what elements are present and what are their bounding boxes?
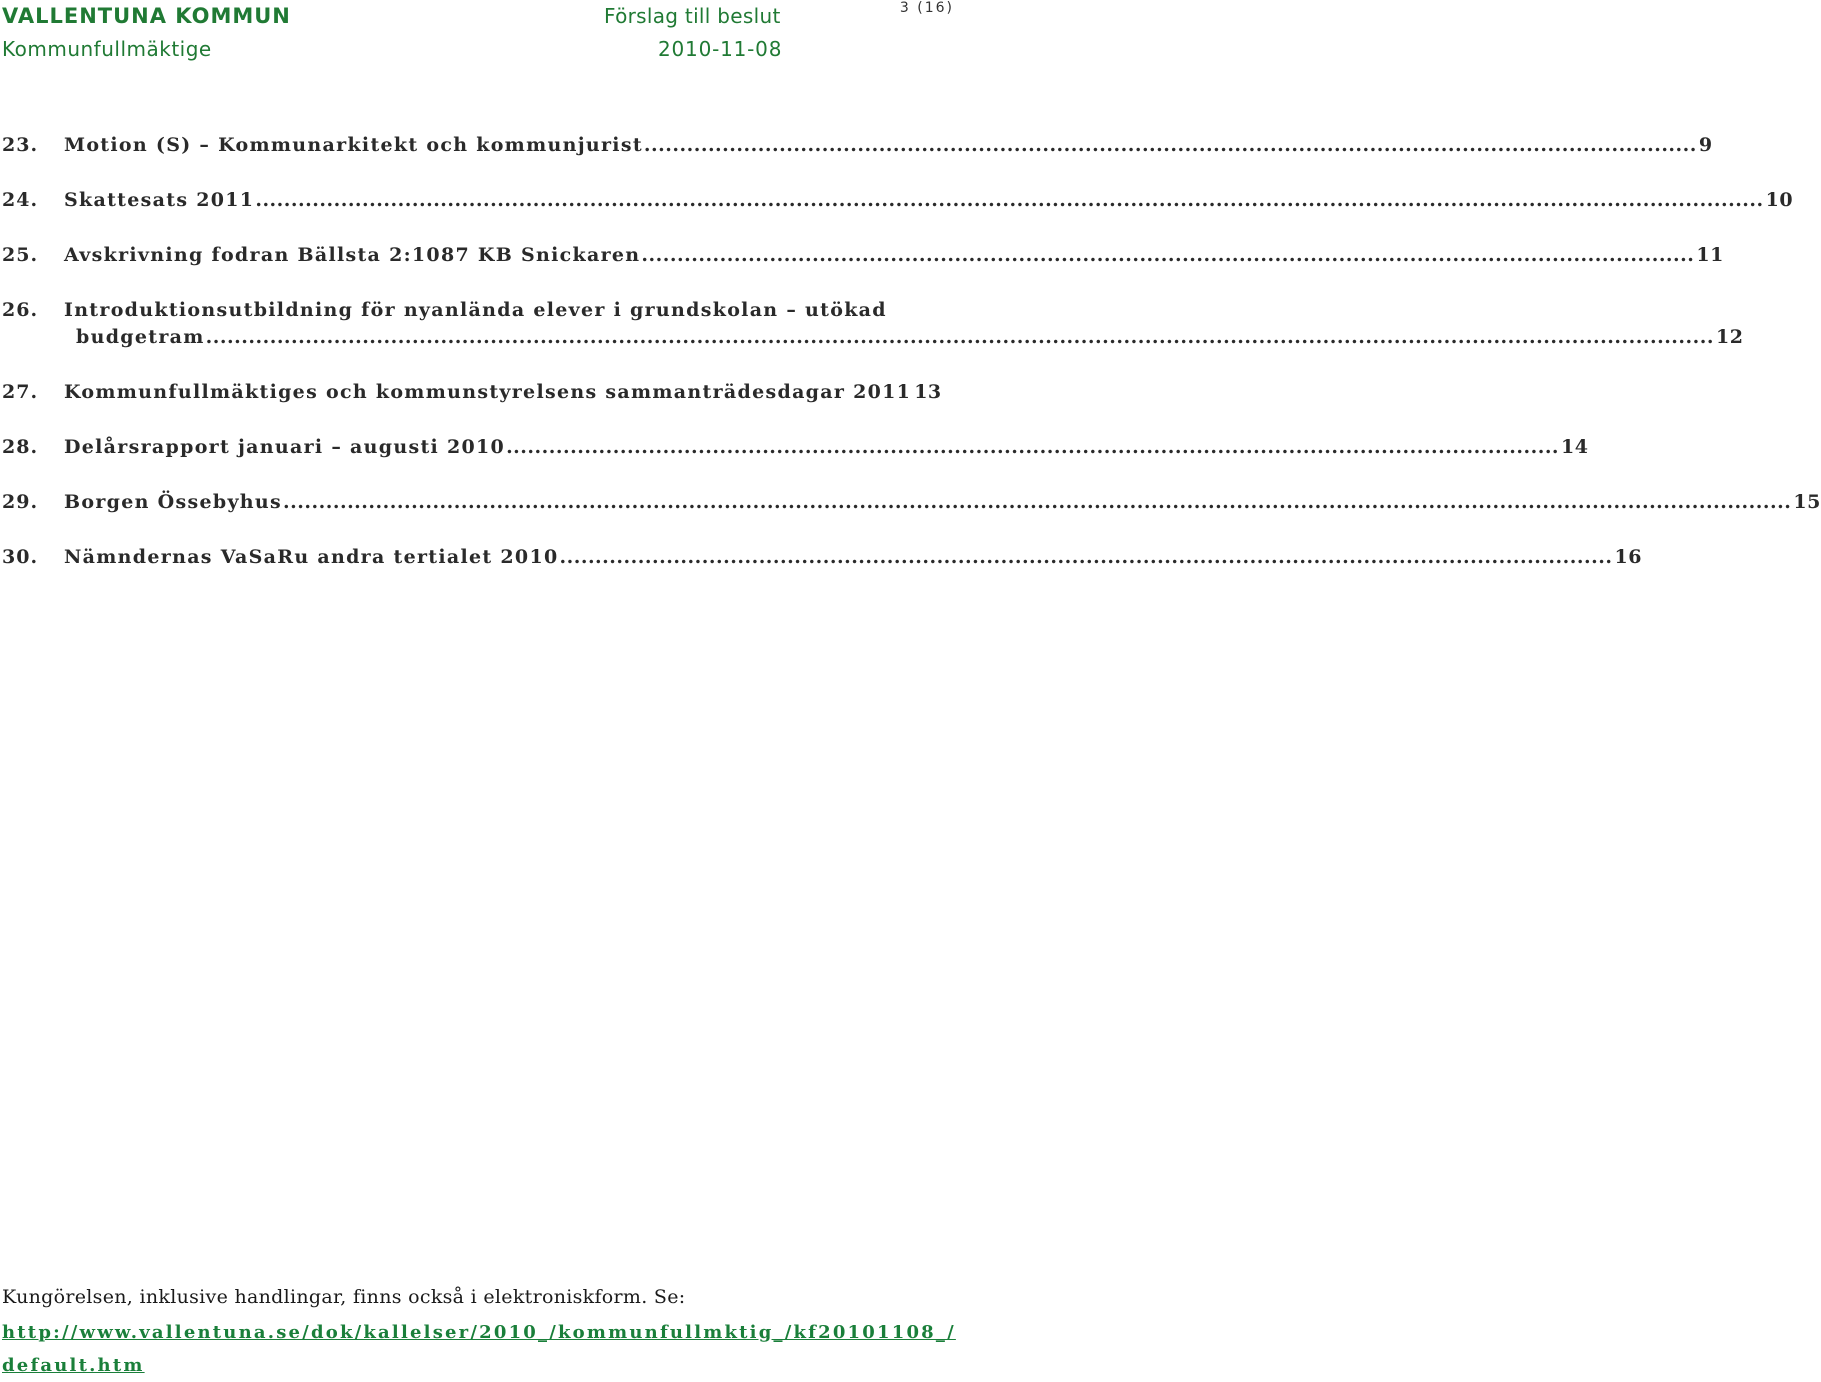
toc-entry-title: Motion (S) – Kommunarkitekt och kommunjurist bbox=[64, 134, 643, 156]
toc-leader-dots: .................................................................................................................................................................................................................... bbox=[205, 326, 1714, 348]
toc-leader-dots: .................................................................................................................................................... bbox=[643, 134, 1697, 156]
toc-entry-number: 30. bbox=[2, 546, 39, 568]
toc-entry-title: Nämndernas VaSaRu andra tertialet 2010 bbox=[64, 546, 559, 568]
footer-note: Kungörelsen, inklusive handlingar, finns också i elektroniskform. Se: bbox=[2, 1286, 686, 1308]
toc-entry-number: 28. bbox=[2, 436, 39, 458]
toc-entry-number: 29. bbox=[2, 491, 39, 513]
toc-leader-dots: .................................................................................................................................................... bbox=[506, 436, 1560, 458]
toc-entry-page: 11 bbox=[1696, 244, 1724, 266]
toc-entry[interactable] bbox=[0, 436, 1589, 464]
page-header bbox=[0, 0, 960, 70]
toc-entry-number: 24. bbox=[2, 189, 39, 211]
document-type: Förslag till beslut bbox=[604, 4, 781, 28]
toc-entry-page: 9 bbox=[1698, 134, 1713, 156]
toc-entry-title: Avskrivning fodran Bällsta 2:1087 KB Snickaren bbox=[64, 244, 641, 266]
toc-entry[interactable] bbox=[0, 189, 1794, 217]
toc-entry-title: Kommunfullmäktiges och kommunstyrelsens sammanträdesdagar 2011 bbox=[64, 381, 912, 403]
document-date: 2010-11-08 bbox=[658, 37, 783, 61]
toc-entry[interactable] bbox=[0, 244, 1724, 272]
toc-entry[interactable] bbox=[0, 381, 942, 409]
toc-entry-page: 14 bbox=[1561, 436, 1589, 458]
toc-entry-title: Introduktionsutbildning för nyanlända elever i grundskolan – utökad bbox=[64, 299, 887, 321]
toc-leader-dots: .................................................................................................................................................... bbox=[559, 546, 1613, 568]
toc-entry-number: 27. bbox=[2, 381, 39, 403]
toc-entry-title: Borgen Össebyhus bbox=[64, 491, 283, 513]
toc-entry-page: 13 bbox=[914, 381, 942, 403]
toc-entry-number: 23. bbox=[2, 134, 39, 156]
council-name: Kommunfullmäktige bbox=[2, 37, 212, 61]
toc-leader-dots: .................................................................................................................................................... bbox=[641, 244, 1695, 266]
page-footer bbox=[2, 1286, 958, 1382]
toc-entry[interactable] bbox=[0, 491, 1821, 519]
toc-entry-number: 26. bbox=[2, 299, 39, 321]
footer-link[interactable]: http://www.vallentuna.se/dok/kallelser/2010_/kommunfullmktig_/kf20101108_/default.htm bbox=[2, 1322, 956, 1376]
toc-entry-continuation[interactable] bbox=[0, 326, 1744, 354]
toc-entry[interactable] bbox=[0, 546, 1642, 574]
page-number: 3 (16) bbox=[899, 0, 954, 16]
toc-entry[interactable] bbox=[0, 299, 938, 327]
organization-name: VALLENTUNA KOMMUN bbox=[2, 4, 291, 28]
toc-entry-page: 10 bbox=[1765, 189, 1794, 211]
toc-entry-page: 15 bbox=[1793, 491, 1821, 513]
toc-entry-title: Delårsrapport januari – augusti 2010 bbox=[64, 436, 506, 458]
toc-entry-page: 12 bbox=[1716, 326, 1744, 348]
toc-leader-dots: .................................................................................................................................................................................................................... bbox=[255, 189, 1764, 211]
toc-entry[interactable] bbox=[0, 134, 1713, 162]
toc-leader-dots: .................................................................................................................................................................................................................... bbox=[283, 491, 1792, 513]
toc-entry-title: Skattesats 2011 bbox=[64, 189, 255, 211]
toc-entry-number: 25. bbox=[2, 244, 39, 266]
toc-entry-page: 16 bbox=[1614, 546, 1642, 568]
toc-entry-title-continuation: budgetram bbox=[76, 326, 205, 348]
